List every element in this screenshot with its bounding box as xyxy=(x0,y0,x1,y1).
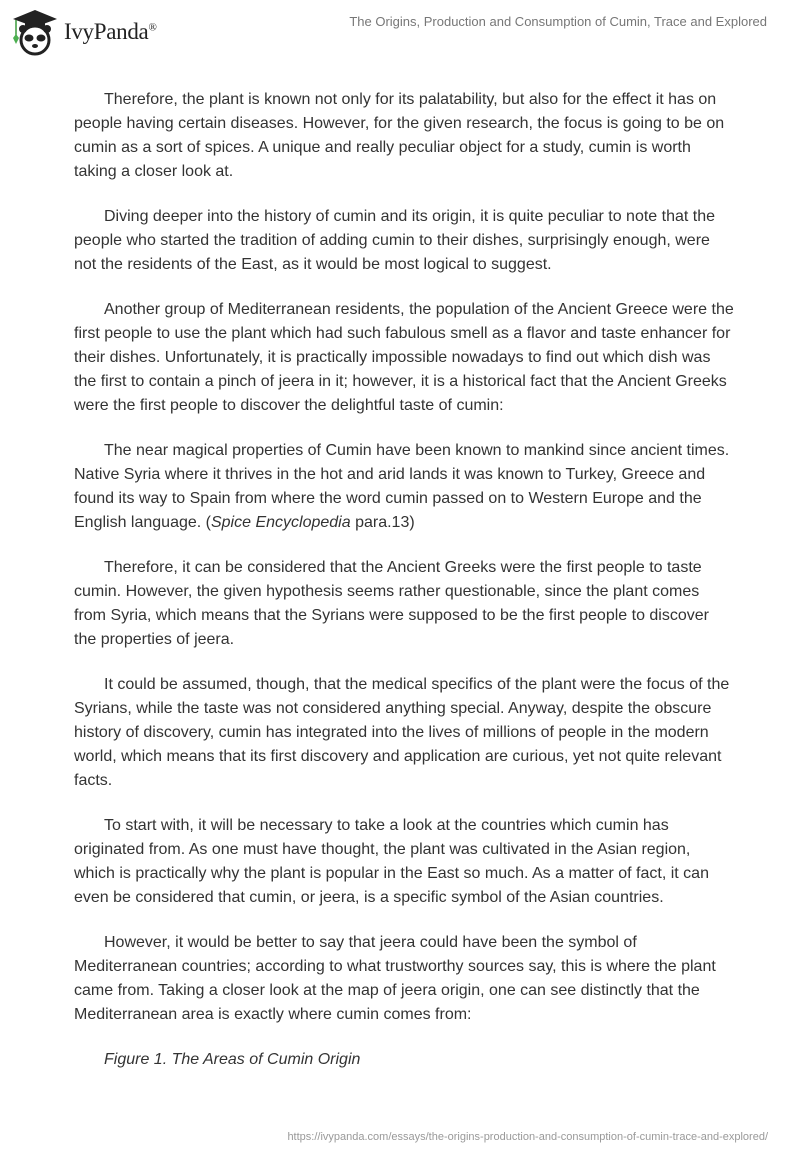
paragraph: Therefore, it can be considered that the Ancient Greeks were the first people to taste cumin. However, the given hypothesis seems rather questionable, since the plant comes from Syria, which means that the Syrians were supposed to be the first people to discover the properties of jeera. xyxy=(74,559,709,648)
page-header xyxy=(0,0,800,60)
essay-body xyxy=(74,88,734,1093)
quote-source: Spice Encyclopedia xyxy=(210,514,351,531)
ivypanda-logo[interactable] xyxy=(12,8,157,56)
paragraph: Another group of Mediterranean residents, the population of the Ancient Greece were the first people to use the plant which had such fabulous smell as a flavor and taste enhancer for their dishes. Unfortunately, it is practically impossible nowadays to find out which dish was the first to contain a pinch of jeera in it; however, it is a historical fact that the Ancient Greeks were the first people to discover the delightful taste of cumin: xyxy=(74,301,734,414)
document-title: The Origins, Production and Consumption of Cumin, Trace and Explored xyxy=(349,14,767,29)
registered-mark: ® xyxy=(148,21,157,34)
logo-text: IvyPanda xyxy=(64,19,149,44)
paragraph: To start with, it will be necessary to take a look at the countries which cumin has originated from. As one must have thought, the plant was cultivated in the Asian region, which is practically why the plant is popular in the East so much. As a matter of fact, it can even be considered that cumin, or jeera, is a specific symbol of the Asian countries. xyxy=(74,817,709,906)
quote-text: The near magical properties of Cumin have been known to mankind since ancient times. Native Syria where it thrives in the hot and arid lands it was known to Turkey, Greece and found its way to Spain from where the word cumin passed on to Western Europe and the English language. ( xyxy=(74,442,730,531)
panda-graduate-icon xyxy=(12,8,58,56)
block-quote xyxy=(74,439,734,535)
footer-url[interactable]: https://ivypanda.com/essays/the-origins-production-and-consumption-of-cumin-trace-and-explored/ xyxy=(287,1131,768,1143)
figure-caption: Figure 1. The Areas of Cumin Origin xyxy=(104,1051,361,1068)
paragraph: Therefore, the plant is known not only for its palatability, but also for the effect it has on people having certain diseases. However, for the given research, the focus is going to be on cumin as a sort of spices. A unique and really peculiar object for a study, cumin is worth taking a closer look at. xyxy=(74,91,725,180)
quote-reference: para.13) xyxy=(350,514,415,531)
paragraph: Diving deeper into the history of cumin and its origin, it is quite peculiar to note that the people who started the tradition of adding cumin to their dishes, surprisingly enough, were not the residents of the East, as it would be most logical to suggest. xyxy=(74,208,716,273)
paragraph: It could be assumed, though, that the medical specifics of the plant were the focus of the Syrians, while the taste was not considered anything special. Anyway, despite the obscure history of discovery, cumin has integrated into the lives of millions of people in the modern world, which means that its first discovery and application are curious, yet not quite relevant facts. xyxy=(74,676,730,789)
paragraph: However, it would be better to say that jeera could have been the symbol of Mediterranean countries; according to what trustworthy sources say, this is where the plant came from. Taking a closer look at the map of jeera origin, one can see distinctly that the Mediterranean area is exactly where cumin comes from: xyxy=(74,934,716,1023)
